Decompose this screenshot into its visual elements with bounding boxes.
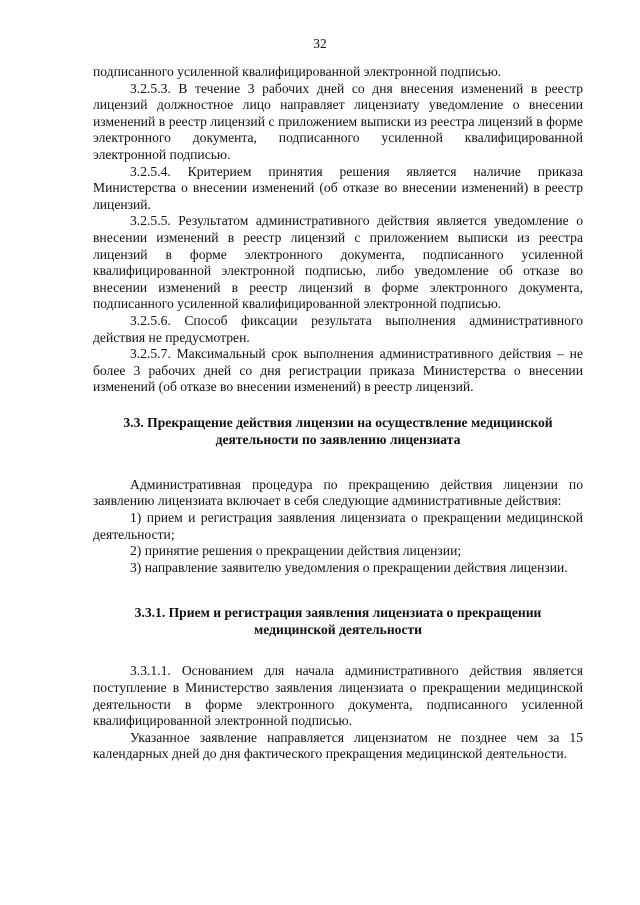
paragraphs-3-3 [93,477,583,577]
section-heading-3-3-line1: 3.3. Прекращение действия лицензии на осуществление медицинской [123,414,553,430]
section-heading-3-3-line2: деятельности по заявлению лицензиата [215,431,461,447]
page-number: 32 [313,36,327,51]
section-heading-3-3 [93,414,583,448]
paragraph-3-2-5-3: 3.2.5.3. В течение 3 рабочих дней со дня внесения изменений в реестр лицензий должностное лицо направляет лицензиату уведомление о внесении изменений в реестр лицензий с приложением выписки из реестра лицензий в форме электронного документа, подписанного усиленной квалифицированной электронной подписью. [93,80,583,162]
paragraph-application-deadline: Указанное заявление направляется лицензиатом не позднее чем за 15 календарных дней до дня фактического прекращения медицинской деятельности. [93,729,583,762]
paragraph-procedure-intro: Административная процедура по прекращению действия лицензии по заявлению лицензиата включает в себя следующие административные действия: [93,476,583,509]
paragraphs-3-3-1 [93,663,583,763]
list-item-3: 3) направление заявителю уведомления о прекращении действия лицензии. [130,559,568,575]
paragraph-3-2-5-4: 3.2.5.4. Критерием принятия решения является наличие приказа Министерства о внесении изменений (об отказе во внесении изменений) в реестр лицензий. [93,163,583,212]
paragraph-3-2-5-7: 3.2.5.7. Максимальный срок выполнения административного действия – не более 3 рабочих дней со дня регистрации приказа Министерства о внесении изменений (об отказе во внесении изменений) в реестр лицензий. [93,346,583,395]
paragraphs-3-2-5 [93,64,583,396]
paragraph-3-3-1-1: 3.3.1.1. Основанием для начала административного действия является поступление в Министерство заявления лицензиата о прекращении медицинской деятельности в форме электронного документа, подписанного усиленной квалифицированной электронной подписью. [93,663,583,729]
section-heading-3-3-1 [93,604,583,638]
list-item-2: 2) принятие решения о прекращении действия лицензии; [130,543,462,559]
section-heading-3-3-1-line2: медицинской деятельности [254,622,422,638]
list-item-1: 1) прием и регистрация заявления лицензиата о прекращении медицинской деятельности; [93,510,583,542]
section-heading-3-3-1-line1: 3.3.1. Прием и регистрация заявления лицензиата о прекращении [134,605,542,621]
paragraph-3-2-5-6: 3.2.5.6. Способ фиксации результата выполнения административного действия не предусмотрен. [93,312,583,345]
paragraph-3-2-5-5: 3.2.5.5. Результатом административного действия является уведомление о внесении изменений в реестр лицензий с приложением выписки из реестра лицензий в форме электронного документа, подписанного усиленной квалифицированной электронной подписью, либо уведомление об отказе во внесении изменений в реестр лицензий в форме электронного документа, подписанного усиленной квалифицированной электронной подписью. [93,213,583,312]
paragraph-continuation: подписанного усиленной квалифицированной электронной подписью. [93,64,502,79]
